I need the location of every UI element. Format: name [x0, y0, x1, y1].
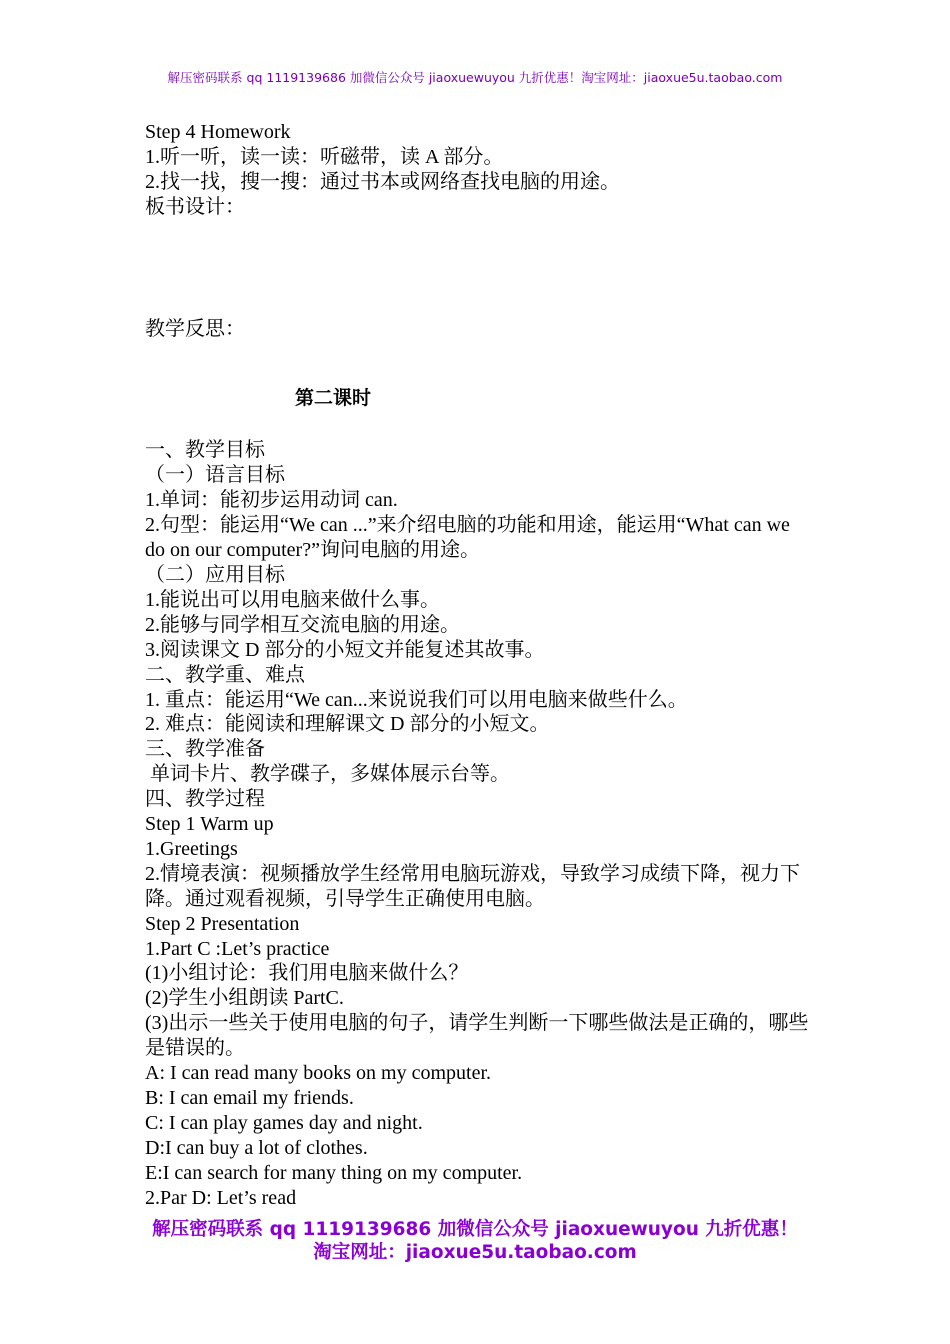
lesson-line: 2.情境表演：视频播放学生经常用电脑玩游戏，导致学习成绩下降，视力下降。通过观看视频，引导学生正确使用电脑。: [145, 862, 800, 910]
lesson-line: E:I can search for many thing on my computer.: [145, 1161, 523, 1184]
homework-item-2: 2.找一找，搜一搜：通过书本或网络查找电脑的用途。: [145, 170, 620, 193]
lesson-line: 1.单词：能初步运用动词 can.: [145, 489, 398, 512]
lesson-line: 三、教学准备: [145, 738, 265, 761]
lesson-line: Step 2 Presentation: [145, 912, 300, 935]
lesson-line: B: I can email my friends.: [145, 1087, 354, 1109]
lesson-line: (2)学生小组朗读 PartC.: [145, 987, 344, 1010]
footer-promo-line-2: 淘宝网址：jiaoxue5u.taobao.com: [313, 1242, 637, 1263]
board-design-blank: [145, 220, 810, 317]
step4-heading: Step 4 Homework: [145, 121, 291, 143]
footer-promo-line-1: 解压密码联系 qq 1119139686 加微信公众号 jiaoxuewuyou 九折优惠！: [152, 1219, 798, 1240]
lesson-line: C: I can play games day and night.: [145, 1111, 423, 1134]
document-body: [145, 120, 810, 1211]
lesson-line: A: I can read many books on my computer.: [145, 1062, 492, 1085]
lesson-line: 1.Part C :Let’s practice: [145, 937, 330, 960]
reflection-blank: [145, 342, 810, 386]
lesson-line: 2.Par D: Let’s read: [145, 1186, 297, 1209]
lesson-line: 四、教学过程: [145, 788, 265, 811]
board-design-label: 板书设计：: [145, 195, 245, 218]
lesson-line: 1.Greetings: [145, 837, 238, 860]
lesson-line: 1.能说出可以用电脑来做什么事。: [145, 588, 440, 611]
lesson-line: 2.句型：能运用“We can ...”来介绍电脑的功能和用途，能运用“What can we do on our computer?”询问电脑的用途。: [145, 514, 795, 562]
lesson-line: Step 1 Warm up: [145, 813, 274, 836]
homework-item-1: 1.听一听，读一读：听磁带，读 A 部分。: [145, 145, 504, 168]
lesson-line: （二）应用目标: [145, 563, 285, 586]
lesson-line: 一、教学目标: [145, 439, 265, 462]
lesson-line: （一）语言目标: [145, 464, 285, 487]
lesson-line: 2. 难点：能阅读和理解课文 D 部分的小短文。: [145, 713, 550, 736]
lesson-line: 单词卡片、教学碟子，多媒体展示台等。: [145, 763, 510, 786]
lesson-line: D:I can buy a lot of clothes.: [145, 1136, 368, 1159]
footer-promo: [0, 1218, 950, 1264]
teaching-reflection-label: 教学反思：: [145, 317, 245, 340]
lesson-line: 3.阅读课文 D 部分的小短文并能复述其故事。: [145, 638, 545, 661]
lesson-line: 二、教学重、难点: [145, 663, 305, 686]
lesson-line: 2.能够与同学相互交流电脑的用途。: [145, 613, 460, 636]
lesson-line: 1. 重点：能运用“We can...来说说我们可以用电脑来做些什么。: [145, 688, 688, 711]
lesson-2-title: 第二课时: [295, 386, 372, 409]
header-promo-text: 解压密码联系 qq 1119139686 加微信公众号 jiaoxuewuyou 九折优惠！淘宝网址：jiaoxue5u.taobao.com: [167, 70, 783, 85]
lesson-line: (1)小组讨论：我们用电脑来做什么？: [145, 962, 469, 985]
lesson-line: (3)出示一些关于使用电脑的句子，请学生判断一下哪些做法是正确的，哪些是错误的。: [145, 1012, 809, 1060]
